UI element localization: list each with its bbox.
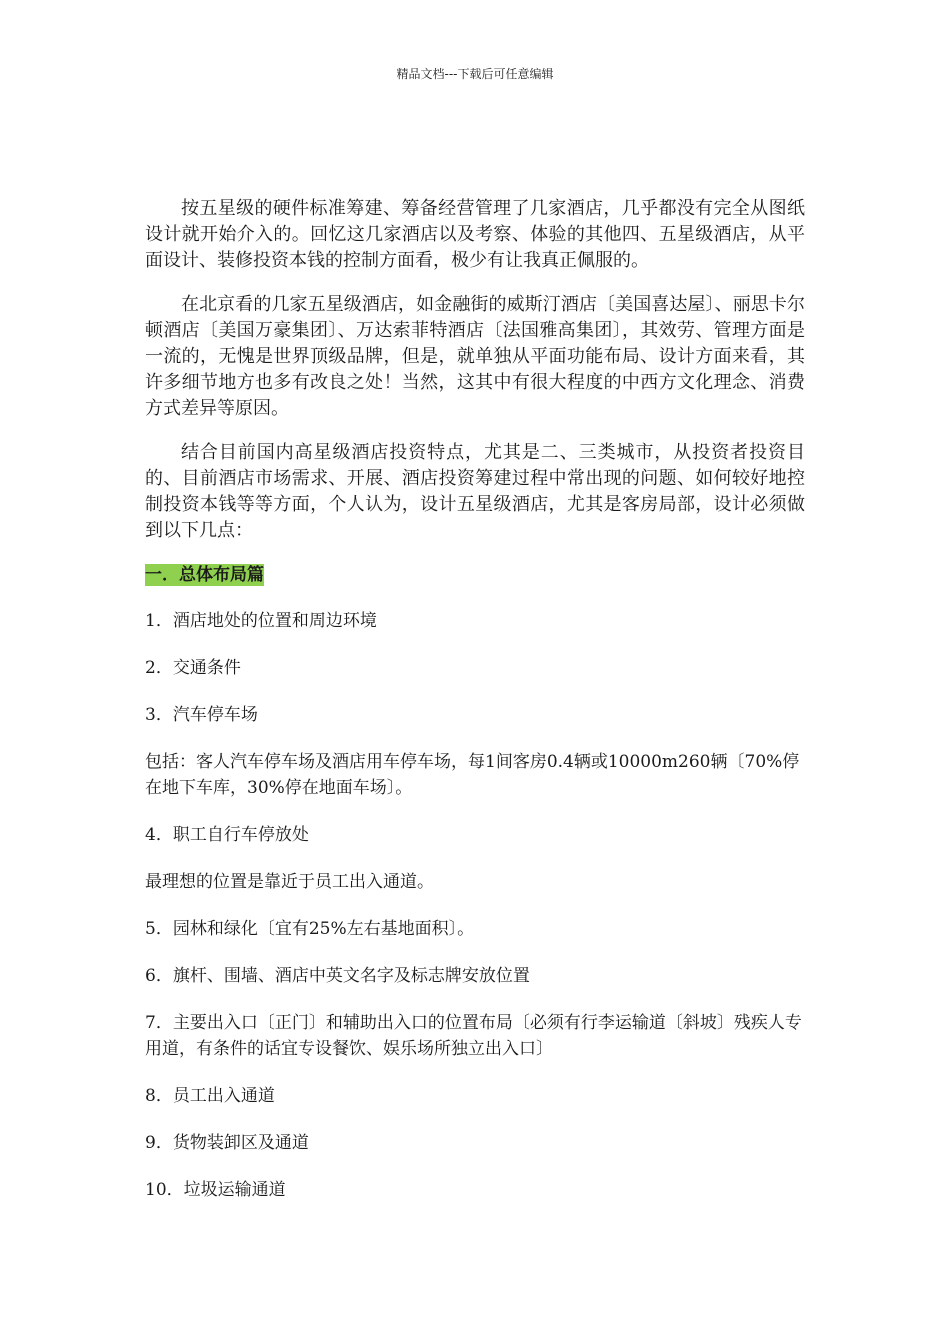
document-body — [145, 196, 805, 1224]
list-item: 7．主要出入口〔正门〕和辅助出入口的位置布局〔必须有行李运输道〔斜坡〕残疾人专用道，有条件的话宜专设餐饮、娱乐场所独立出入口〕 — [145, 1013, 802, 1059]
paragraph-beijing-hotels: 在北京看的几家五星级酒店，如金融街的威斯汀酒店〔美国喜达屋〕、丽思卡尔顿酒店〔美国万豪集团〕、万达索菲特酒店〔法国雅高集团〕，其效劳、管理方面是一流的，无愧是世界顶级品牌，但是，就单独从平面功能布局、设计方面来看，其许多细节地方也多有改良之处！当然，这其中有很大程度的中西方文化理念、消费方式差异等原因。 — [145, 294, 805, 419]
list-item: 5．园林和绿化〔宜有25%左右基地面积〕。 — [145, 919, 475, 939]
list-item: 4．职工自行车停放处 — [145, 825, 309, 845]
list-item: 3．汽车停车场 — [145, 705, 258, 725]
section-heading-highlight: 一．总体布局篇 — [145, 565, 264, 585]
paragraph-intro: 按五星级的硬件标准筹建、筹备经营管理了几家酒店，几乎都没有完全从图纸设计就开始介入的。回忆这几家酒店以及考察、体验的其他四、五星级酒店，从平面设计、装修投资本钱的控制方面看，极少有让我真正佩服的。 — [145, 198, 805, 271]
page-header: 精品文档---下载后可任意编辑 — [396, 67, 554, 81]
layout-list — [145, 608, 805, 1203]
list-item: 2．交通条件 — [145, 658, 241, 678]
list-item: 8．员工出入通道 — [145, 1086, 275, 1106]
list-item: 1．酒店地处的位置和周边环境 — [145, 611, 377, 631]
list-item: 9．货物装卸区及通道 — [145, 1133, 309, 1153]
list-item: 6．旗杆、围墙、酒店中英文名字及标志牌安放位置 — [145, 966, 530, 986]
list-item-note: 最理想的位置是靠近于员工出入通道。 — [145, 872, 434, 892]
paragraph-design-requirements: 结合目前国内高星级酒店投资特点，尤其是二、三类城市，从投资者投资目的、目前酒店市场需求、开展、酒店投资筹建过程中常出现的问题、如何较好地控制投资本钱等等方面，个人认为，设计五星级酒店，尤其是客房局部，设计必须做到以下几点： — [145, 442, 805, 541]
section-heading — [145, 562, 805, 588]
list-item: 10．垃圾运输通道 — [145, 1180, 286, 1200]
list-item-note: 包括：客人汽车停车场及酒店用车停车场，每1间客房0.4辆或10000m260辆〔70%停在地下车库，30%停在地面车场〕。 — [145, 752, 800, 798]
